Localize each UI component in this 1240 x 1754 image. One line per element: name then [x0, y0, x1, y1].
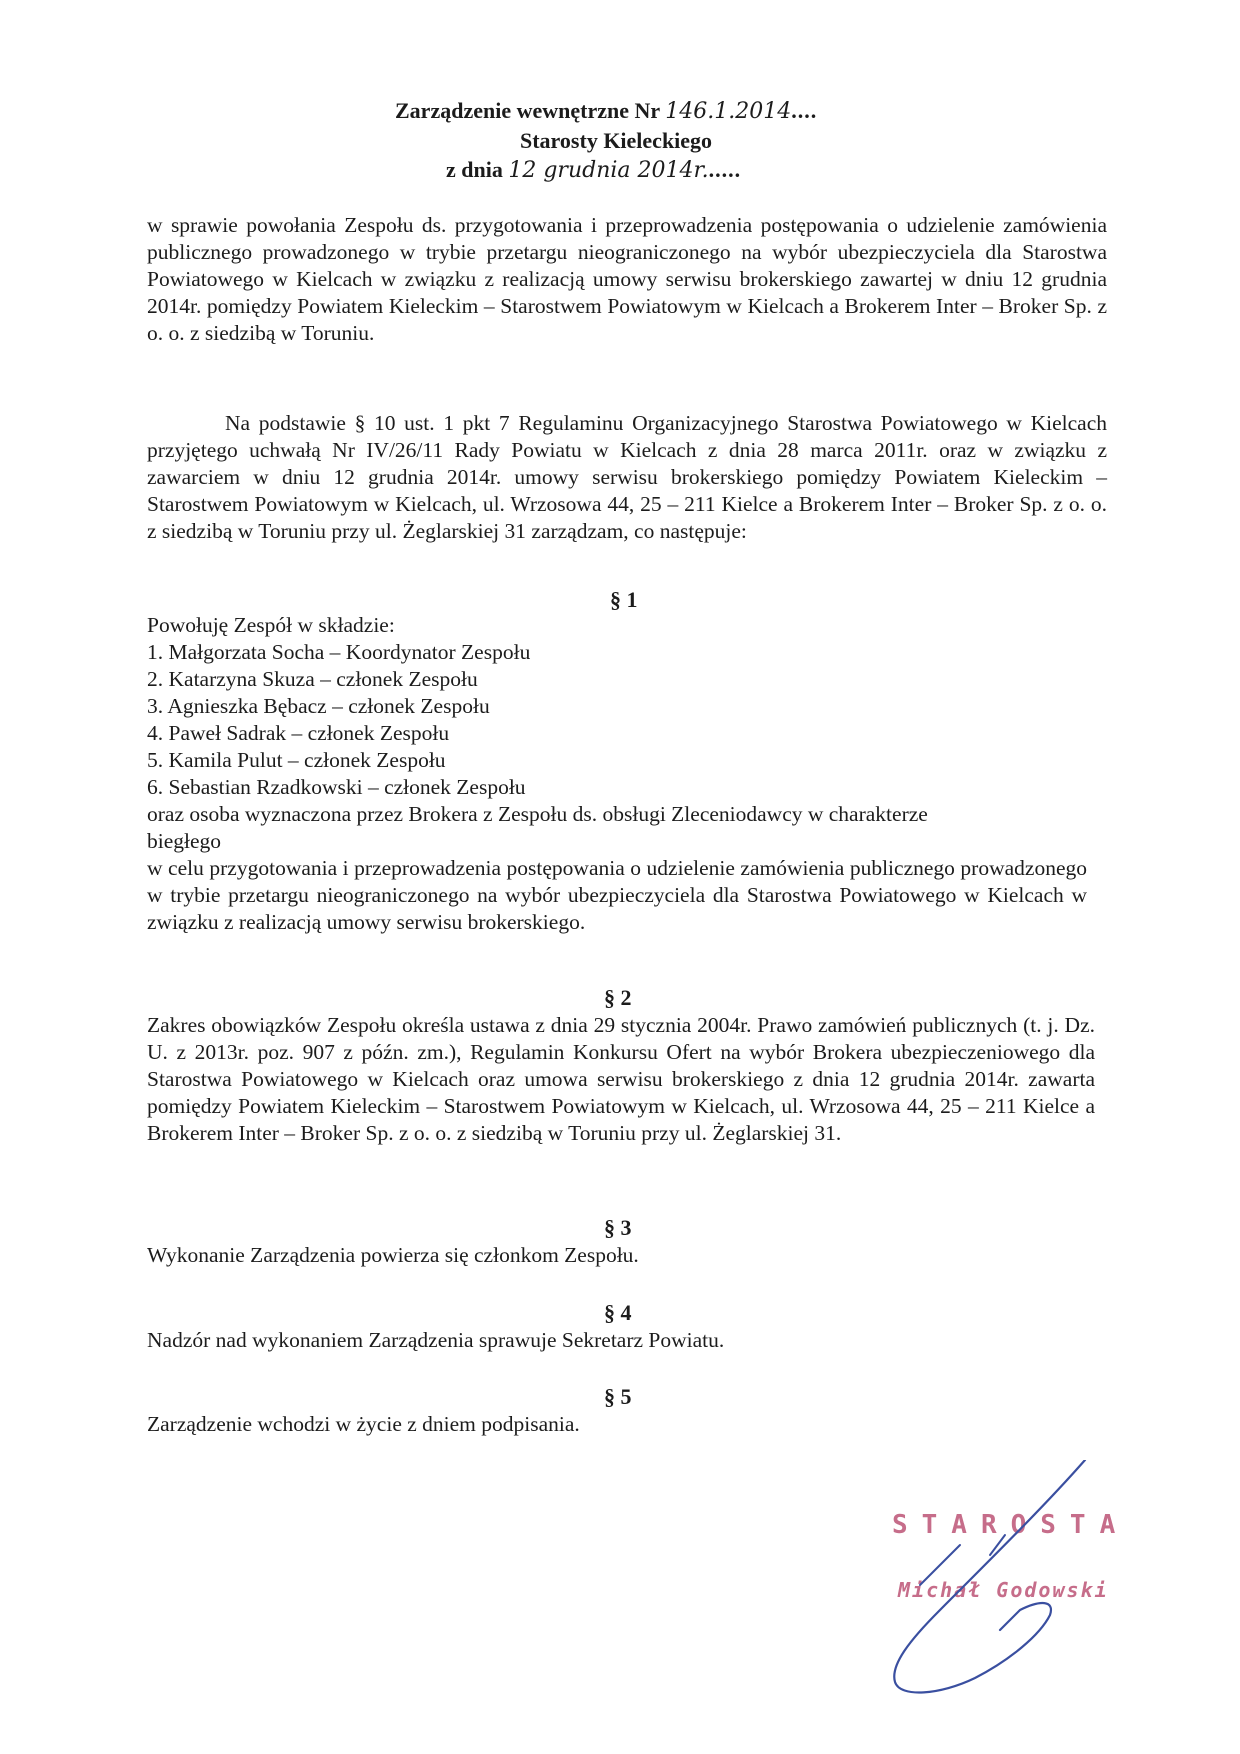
- section-5-symbol: § 5: [604, 1384, 632, 1409]
- header-authority: Starosty Kieleckiego: [520, 128, 713, 153]
- header-title: Zarządzenie wewnętrzne Nr: [395, 98, 660, 123]
- list-item: 6. Sebastian Rzadkowski – członek Zespołu: [147, 775, 526, 799]
- header-title-line: [395, 96, 890, 126]
- handwritten-signature: [880, 1460, 1220, 1700]
- section-1-broker-line: oraz osoba wyznaczona przez Brokera z Zespołu ds. obsługi Zleceniodawcy w charakterze: [147, 802, 928, 826]
- stamp-title: STAROSTA: [892, 1510, 1130, 1540]
- section-5-text: Zarządzenie wchodzi w życie z dniem podpisania.: [147, 1412, 580, 1436]
- handwritten-date: 12 grudnia 2014r.: [508, 158, 709, 183]
- document-header: [390, 96, 890, 185]
- preamble-paragraph: Na podstawie § 10 ust. 1 pkt 7 Regulaminu Organizacyjnego Starostwa Powiatowego w Kielcach przyjętego uchwałą Nr IV/26/11 Rady Powiatu w Kielcach z dnia 28 marca 2011r. oraz w związku z zawarciem w dniu 12 grudnia 2014r. umowy serwisu brokerskiego pomiędzy Powiatem Kieleckim – Starostwem Powiatowym w Kielcach, ul. Wrzosowa 44, 25 – 211 Kielce a Brokerem Inter – Broker Sp. z o. o. z siedzibą w Toruniu przy ul. Żeglarskiej 31 zarządzam, co następuje:: [147, 411, 1107, 543]
- list-item: 4. Paweł Sadrak – członek Zespołu: [147, 721, 450, 745]
- section-4-text: Nadzór nad wykonaniem Zarządzenia sprawuje Sekretarz Powiatu.: [147, 1328, 725, 1352]
- header-date-line: [446, 155, 890, 185]
- header-date-dots: .....: [708, 157, 742, 182]
- list-item: 2. Katarzyna Skuza – członek Zespołu: [147, 667, 478, 691]
- handwritten-number: 146.1.2014: [665, 99, 792, 124]
- subject-paragraph: w sprawie powołania Zespołu ds. przygotowania i przeprowadzenia postępowania o udzielenie zamówienia publicznego prowadzonego w trybie przetargu nieograniczonego na wybór ubezpieczyciela dla Starostwa Powiatowego w Kielcach w związku z realizacją umowy serwisu brokerskiego zawartej w dniu 12 grudnia 2014r. pomiędzy Powiatem Kieleckim – Starostwem Powiatowym w Kielcach a Brokerem Inter – Broker Sp. z o. o. z siedzibą w Toruniu.: [147, 213, 1107, 345]
- list-item: 3. Agnieszka Bębacz – członek Zespołu: [147, 694, 490, 718]
- section-4-symbol: § 4: [604, 1300, 632, 1325]
- list-item: 1. Małgorzata Socha – Koordynator Zespołu: [147, 640, 531, 664]
- section-1-broker-line-2: biegłego: [147, 829, 222, 853]
- stamp-name: Michał Godowski: [898, 1578, 1109, 1602]
- section-1-intro: Powołuję Zespół w składzie:: [147, 613, 395, 637]
- header-date-label: z dnia: [446, 157, 503, 182]
- official-stamp: [880, 1460, 1220, 1700]
- section-2-text: Zakres obowiązków Zespołu określa ustawa z dnia 29 stycznia 2004r. Prawo zamówień publicznych (t. j. Dz. U. z 2013r. poz. 907 z późn. zm.), Regulamin Konkursu Ofert na wybór Brokera ubezpieczeniowego dla Starostwa Powiatowego w Kielcach oraz umowa serwisu brokerskiego z dnia 12 grudnia 2014r. zawarta pomiędzy Powiatem Kieleckim – Starostwem Powiatowym w Kielcach, ul. Wrzosowa 44, 25 – 211 Kielce a Brokerem Inter – Broker Sp. z o. o. z siedzibą w Toruniu przy ul. Żeglarskiej 31.: [147, 1013, 1095, 1145]
- header-dots: ....: [791, 98, 818, 123]
- section-1-purpose: w celu przygotowania i przeprowadzenia postępowania o udzielenie zamówienia publicznego prowadzonego w trybie przetargu nieograniczonego na wybór ubezpieczyciela dla Starostwa Powiatowego w Kielcach w związku z realizacją umowy serwisu brokerskiego.: [147, 856, 1087, 934]
- section-1-symbol: § 1: [610, 587, 638, 612]
- list-item: 5. Kamila Pulut – członek Zespołu: [147, 748, 446, 772]
- section-3-text: Wykonanie Zarządzenia powierza się członkom Zespołu.: [147, 1243, 639, 1267]
- section-3-symbol: § 3: [604, 1215, 632, 1240]
- section-2-symbol: § 2: [604, 985, 632, 1010]
- section-1: [147, 612, 1107, 936]
